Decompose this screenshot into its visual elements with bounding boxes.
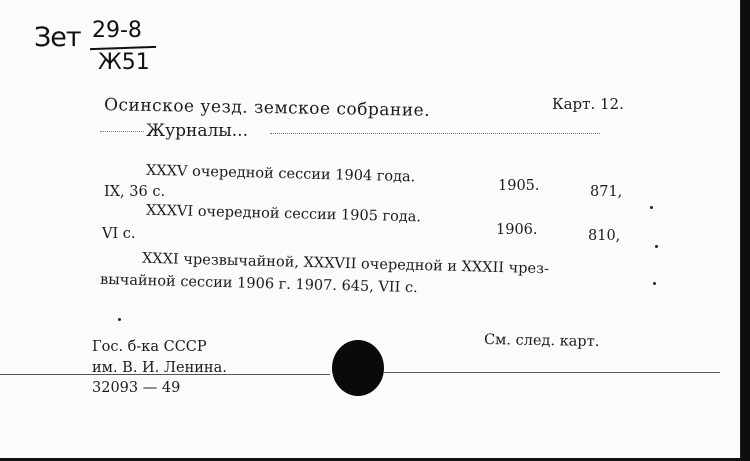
leader-dots (270, 133, 600, 134)
speck (650, 206, 653, 209)
card-title: Осинское уезд. земское собрание. (103, 95, 431, 121)
entry-1-line2: IX, 36 с. (104, 184, 166, 200)
entry-1-number: 871, (590, 184, 623, 200)
entry-2-line2: VI с. (102, 226, 136, 242)
leader-dots (100, 131, 144, 132)
entry-2-number: 810, (588, 228, 621, 244)
rule-right (384, 372, 720, 373)
speck (653, 282, 656, 285)
entry-2-line1: XXXVI очередной сессии 1905 года. (145, 202, 422, 226)
library-stamp-line2: им. В. И. Ленина. (92, 360, 227, 376)
entry-3-line2: вычайной сессии 1906 г. 1907. 645, VII с. (99, 271, 418, 297)
library-stamp-line3: 32093 — 49 (92, 380, 181, 396)
speck (655, 245, 658, 248)
card-subtitle: Журналы... (146, 121, 248, 141)
entry-1-year: 1905. (498, 178, 540, 194)
see-next-card: См. след. карт. (483, 331, 600, 351)
rule-left (0, 374, 330, 375)
entry-3-line1: XXXI чрезвычайной, XXXVII очередной и XXXII чрез- (141, 250, 550, 278)
punch-hole (332, 340, 384, 396)
entry-2-year: 1906. (496, 222, 538, 238)
library-stamp-line1: Гос. б-ка СССР (92, 339, 207, 355)
speck (118, 318, 121, 321)
scan-edge (741, 0, 750, 461)
shelfmark-denominator: Ж51 (98, 50, 150, 75)
shelfmark-prefix: Зет (34, 22, 81, 53)
card-number: Карт. 12. (552, 95, 624, 113)
entry-1-line1: XXXV очередной сессии 1904 года. (145, 162, 416, 186)
shelfmark-numerator: 29-8 (92, 18, 142, 43)
